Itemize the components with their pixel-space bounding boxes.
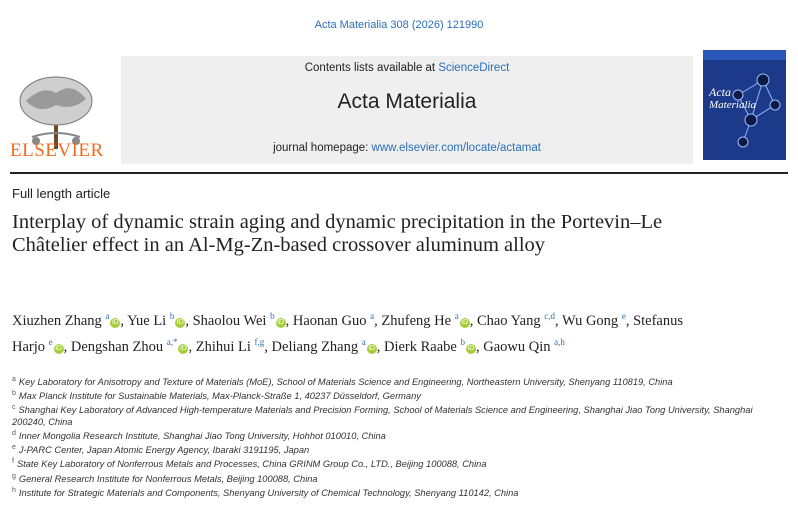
orcid-icon[interactable]: iD <box>177 318 184 326</box>
author[interactable] <box>127 313 185 329</box>
affiliation-item <box>12 374 772 388</box>
journal-title: Acta Materialia <box>337 90 477 113</box>
author-name[interactable]: Stefanus Harjo <box>12 312 683 355</box>
affiliation-item <box>12 471 772 485</box>
author-name[interactable]: Shaolou Wei <box>192 312 267 329</box>
affiliation-item <box>12 456 772 470</box>
author-name[interactable]: Haonan Guo <box>292 312 367 329</box>
author-name[interactable]: Zhihui Li <box>195 338 251 355</box>
author-affiliation-marker[interactable]: e <box>621 311 626 321</box>
author-affiliation-marker[interactable]: b <box>169 311 175 321</box>
orcid-icon[interactable]: iD <box>112 318 119 326</box>
author-affiliation-marker[interactable]: a <box>105 311 110 321</box>
author[interactable] <box>483 336 565 355</box>
author-affiliation-marker[interactable]: f,g <box>254 336 265 347</box>
author[interactable] <box>193 313 286 329</box>
author[interactable] <box>271 336 377 355</box>
header-divider <box>10 172 788 174</box>
author-name[interactable]: Wu Gong <box>561 312 619 329</box>
affiliation-marker: a <box>12 376 16 383</box>
journal-cover[interactable] <box>703 50 786 160</box>
affiliation-text: Inner Mongolia Research Institute, Shanghai Jiao Tong University, Hohhot 010010, China <box>18 431 386 442</box>
affiliation-marker: g <box>12 472 16 480</box>
contents-line: Contents lists available at ScienceDirect <box>304 62 510 74</box>
affiliation-text: Shanghai Key Laboratory of Advanced High-temperature Materials and Precision Forming, School of Materials Science and Engineering, Shanghai Jiao Tong University, Shanghai 200240, China <box>12 405 753 428</box>
affiliation-marker: h <box>12 486 16 494</box>
affiliation-text: General Research Institute for Nonferrous Metals, Beijing 100088, China <box>18 473 318 484</box>
author-affiliation-marker[interactable]: c,d <box>544 311 555 321</box>
author-affiliation-marker[interactable]: b <box>460 336 465 347</box>
publisher-name: ELSEVIER <box>10 140 104 161</box>
author[interactable] <box>477 313 555 329</box>
affiliation-marker: c <box>12 404 16 412</box>
author[interactable] <box>293 313 374 329</box>
author-name[interactable]: Chao Yang <box>476 312 541 329</box>
affiliation-text: State Key Laboratory of Nonferrous Metals and Processes, China GRINM Group Co., LTD., Beijing 100088, China <box>16 459 487 470</box>
author-affiliation-marker[interactable]: a,h <box>554 336 565 347</box>
author-affiliation-marker[interactable]: a <box>370 311 375 321</box>
author-name[interactable]: Dierk Raabe <box>384 338 457 355</box>
orcid-icon[interactable]: iD <box>461 318 469 326</box>
affiliation-text: Max Planck Institute for Sustainable Materials, Max-Planck-Straße 1, 40237 Düsseldorf, Germany <box>18 391 421 402</box>
affiliation-marker: f <box>12 458 14 466</box>
affiliation-item <box>12 402 772 428</box>
affiliation-item <box>12 428 772 442</box>
orcid-icon[interactable]: iD <box>467 344 475 352</box>
author[interactable] <box>12 313 120 329</box>
homepage-line: journal homepage: www.elsevier.com/locate/actamat <box>273 142 541 154</box>
affiliation-marker: e <box>12 444 16 452</box>
affiliation-text: Institute for Strategic Materials and Components, Shenyang University of Chemical Technology, Shenyang 110142, China <box>18 487 519 498</box>
cover-art <box>703 50 786 160</box>
svg-text:Acta: Acta <box>709 85 731 99</box>
journal-citation[interactable]: Acta Materialia 308 (2026) 121990 <box>314 19 484 31</box>
orcid-icon[interactable]: iD <box>368 344 376 352</box>
author[interactable] <box>562 313 626 329</box>
author[interactable] <box>195 336 265 355</box>
affiliation-item <box>12 485 772 499</box>
author-name[interactable]: Dengshan Zhou <box>70 338 164 355</box>
article-title: Interplay of dynamic strain aging and dynamic precipitation in the Portevin–Le Châtelier effect in an Al-Mg-Zn-based crossover aluminum alloy <box>12 211 663 256</box>
author-affiliation-marker[interactable]: a <box>454 311 459 321</box>
author-list: Xiuzhen Zhang $^a$iD , Yue Li $^b$iD , Shaolou Wei $^b$iD , Haonan Guo $^a$, Zhufeng He $^a$iD , Chao Yang $^{c,d}$, Wu Gong $^e$, Stefanus Harjo $^e$iD , Dengshan Zhou $^{a,*}$iD , Zhihui Li $^{f,g}$, Deliang Zhang $^a$iD , Dierk Raabe $^b$iD , Gaowu Qin $^{a,h}$ <box>12 311 683 355</box>
author[interactable] <box>381 313 469 329</box>
author-name[interactable]: Yue Li <box>127 312 167 329</box>
affiliation-marker: d <box>12 430 16 438</box>
article-type: Full length article <box>12 186 111 201</box>
author[interactable] <box>384 336 476 355</box>
author[interactable] <box>70 336 189 355</box>
affiliation-text: J-PARC Center, Japan Atomic Energy Agency, Ibaraki 3191195, Japan <box>18 445 310 456</box>
author-name[interactable]: Gaowu Qin <box>483 338 551 355</box>
homepage-link[interactable]: www.elsevier.com/locate/actamat <box>371 142 541 154</box>
orcid-icon[interactable]: iD <box>277 318 284 326</box>
orcid-icon[interactable]: iD <box>55 344 62 352</box>
author-name[interactable]: Zhufeng He <box>381 312 452 329</box>
svg-text:Materialia: Materialia <box>709 99 757 111</box>
author-name[interactable]: Deliang Zhang <box>271 338 359 355</box>
author-name[interactable]: Xiuzhen Zhang <box>12 312 102 329</box>
author-affiliation-marker[interactable]: b <box>270 311 275 321</box>
affiliation-item <box>12 388 772 402</box>
orcid-icon[interactable]: iD <box>180 344 187 352</box>
affiliation-list <box>12 374 772 499</box>
affiliation-item <box>12 442 772 456</box>
author-affiliation-marker[interactable]: a,* <box>166 336 178 347</box>
affiliation-text: Key Laboratory for Anisotropy and Texture of Materials (MoE), School of Materials Science and Engineering, Northeastern University, Shenyang 110819, China <box>18 377 673 388</box>
sciencedirect-link[interactable]: ScienceDirect <box>438 62 510 74</box>
author-affiliation-marker[interactable]: a <box>361 336 366 347</box>
affiliation-marker: b <box>12 390 16 398</box>
author-affiliation-marker[interactable]: e <box>48 336 53 347</box>
